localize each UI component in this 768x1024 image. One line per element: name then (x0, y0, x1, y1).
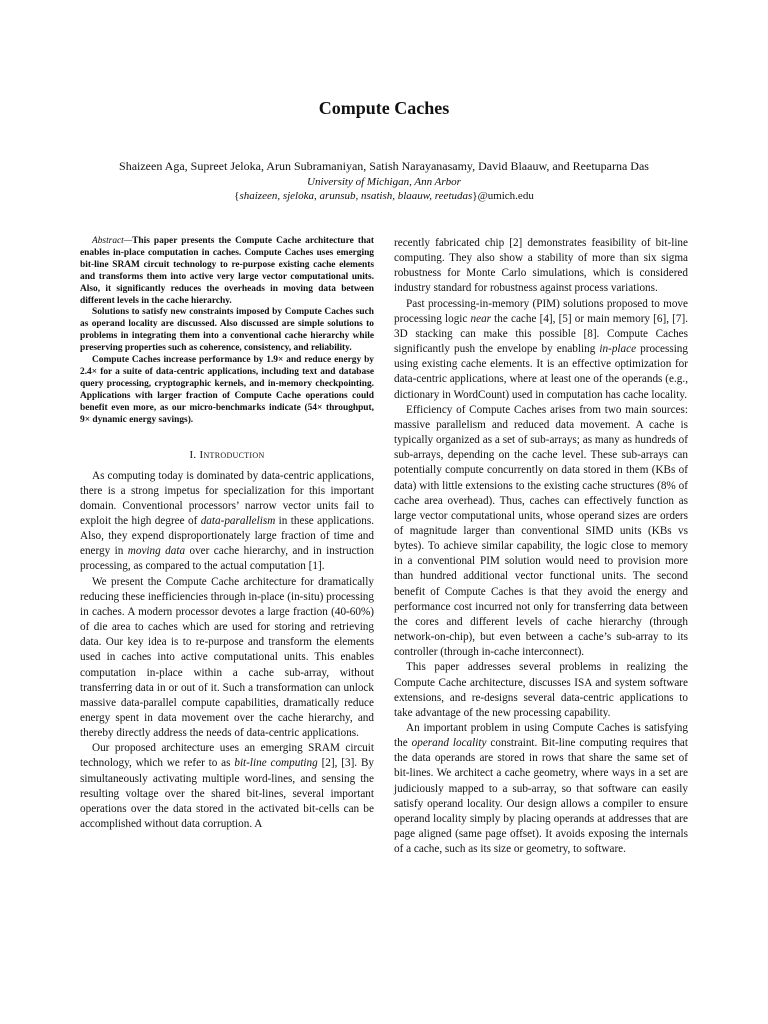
abstract-text-1: This paper presents the Compute Cache architecture that enables in-place computation in caches. Compute Caches uses emerging bit-line SRAM circuit technology to re-purpose existing cache elements and transforms them into active very large vector computational units. Also, it significantly reduces the overheads in moving data between different levels in the cache hierarchy. (80, 236, 374, 306)
abstract-paragraph: Solutions to satisfy new constraints imposed by Compute Caches such as operand locality are discussed. Also discussed are simple solutions to problems in integrating them into a conventional cache hierarchy while preserving properties such as coherence, consistency, and reliability. (80, 307, 374, 354)
abstract-label: Abstract (92, 236, 124, 246)
paper-title: Compute Caches (318, 98, 450, 118)
text-run: constraint. Bit-line computing requires that the data operands are stored in rows that share the same set of bit-lines. We architect a cache geometry, where ways in a set are judiciously mapped to a sub-array, so that software can easily satisfy operand locality. Our design allows a compiler to ensure operand locality simply by placing operands at addresses that are page aligned (same page offset). It avoids exposing the internals of a cache, such as its size or geometry, to software. (394, 737, 689, 856)
section-title: Introduction (199, 448, 265, 461)
affiliation: University of Michigan, Ann Arbor (307, 176, 461, 188)
emphasis-data-parallelism: data-parallelism (200, 514, 276, 527)
left-column (80, 236, 374, 832)
author-emails (0, 190, 768, 202)
body-paragraph (394, 297, 688, 403)
email-domain: @umich.edu (477, 190, 534, 202)
emphasis-operand-locality: operand locality (411, 737, 487, 750)
emphasis-bit-line-computing: bit-line computing (234, 757, 318, 770)
abstract-paragraph (80, 236, 374, 307)
author-list: Shaizeen Aga, Supreet Jeloka, Arun Subramaniyan, Satish Narayanasamy, David Blaauw, and Reetuparna Das (119, 159, 649, 173)
text-run: Past processing-in-memory (PIM) solutions proposed to move processing logic (394, 297, 688, 325)
text-run: As computing today is dominated by data-centric applications, there is a strong impetus for specialization for this important domain. Conventional processors’ narrow vector units fail to exploit the high degree of (80, 469, 374, 527)
body-paragraph: This paper addresses several problems in realizing the Compute Cache architecture, discusses ISA and system software extensions, and re-designs several data-centric applications to take advantage of the new processing capability. (394, 661, 688, 719)
intro-paragraph (80, 741, 374, 832)
body-paragraph: Efficiency of Compute Caches arises from two main sources: massive parallelism and reduced data movement. A cache is typically organized as a set of sub-arrays; as many as hundreds of sub-arrays, depending on the cache level. These sub-arrays can potentially compute concurrently on data stored in them (KBs of data) with little extensions to the existing cache structures (8% of cache area overhead). Thus, caches can effectively function as large vector computational units, whose operand sizes are orders of magnitude larger than conventional SIMD units (KBs vs bytes). To achieve similar capability, the logic close to memory in a conventional PIM solution would need to provision more than hundred additional vector functional units. The second benefit of Compute Caches is that they avoid the energy and performance cost incurred not only for transferring data between the cores and different levels of cache hierarchy (through network-on-chip), but even between a cache’s sub-array to its controller (through in-cache interconnect). (394, 403, 688, 659)
emphasis-moving-data: moving data (127, 545, 186, 558)
email-brace-close: } (472, 190, 478, 202)
text-run: the cache [4], [5] or main memory [6], [7]. 3D stacking can make this possible [8]. Compute Caches significantly push the envelope by enabling (394, 312, 688, 356)
text-run: over cache hierarchy, and in instruction processing, as compared to the actual computation [1]. (80, 545, 374, 573)
text-run: processing using existing cache elements. It is an effective optimization for data-centric applications, where at least one of the operands (e.g., dictionary in WordCount) used in computation has cache locality. (394, 343, 688, 401)
body-paragraph: recently fabricated chip [2] demonstrates feasibility of bit-line computing. They also show a stability of more than six sigma robustness for Monte Carlo simulations, which is considered industry standard for robustness against process variations. (394, 237, 688, 295)
email-brace-open: { (234, 190, 240, 202)
right-column (394, 236, 688, 857)
abstract-paragraph: Compute Caches increase performance by 1.9× and reduce energy by 2.4× for a suite of data-centric applications, including text and database query processing, cryptographic kernels, and in-memory checkpointing. Applications with larger fraction of Compute Cache operations could benefit even more, as our micro-benchmarks indicate (54× throughput, 9× dynamic energy savings). (80, 355, 374, 425)
text-run: in these applications. Also, they expend disproportionately large fraction of time and energy in (80, 514, 375, 558)
email-names: shaizeen, sjeloka, arunsub, nsatish, blaauw, reetudas (239, 190, 473, 202)
text-run: [2], [3]. By simultaneously activating multiple word-lines, and sensing the resulting voltage over the shared bit-lines, several important operations over the data stored in the activated bit-cells can be accomplished without data corruption. A (80, 757, 374, 831)
body-paragraph (394, 721, 688, 857)
section-heading-introduction (80, 449, 374, 461)
emphasis-near: near (470, 312, 492, 325)
abstract-dash: — (123, 236, 133, 246)
intro-paragraph: We present the Compute Cache architecture for dramatically reducing these inefficiencies through in-place (in-situ) processing in caches. A modern processor devotes a large fraction (40-60%) of die area to caches which are used for storing and retrieving data. Our key idea is to re-purpose and transform the elements used in caches into active computational units. This enables computation in-place within a cache sub-array, without transferring data in or out of it. Such a transformation can unlock massive data-parallel compute capabilities, dramatically reduce energy spent in data movement over the cache hierarchy, and thereby directly address the needs of data-centric applications. (80, 575, 374, 740)
text-run: An important problem in using Compute Caches is satisfying the (394, 722, 688, 750)
text-run: Our proposed architecture uses an emerging SRAM circuit technology, which we refer to as (80, 742, 374, 770)
section-number: I. (189, 448, 197, 461)
intro-paragraph (80, 469, 374, 575)
emphasis-in-place: in-place (599, 343, 637, 356)
